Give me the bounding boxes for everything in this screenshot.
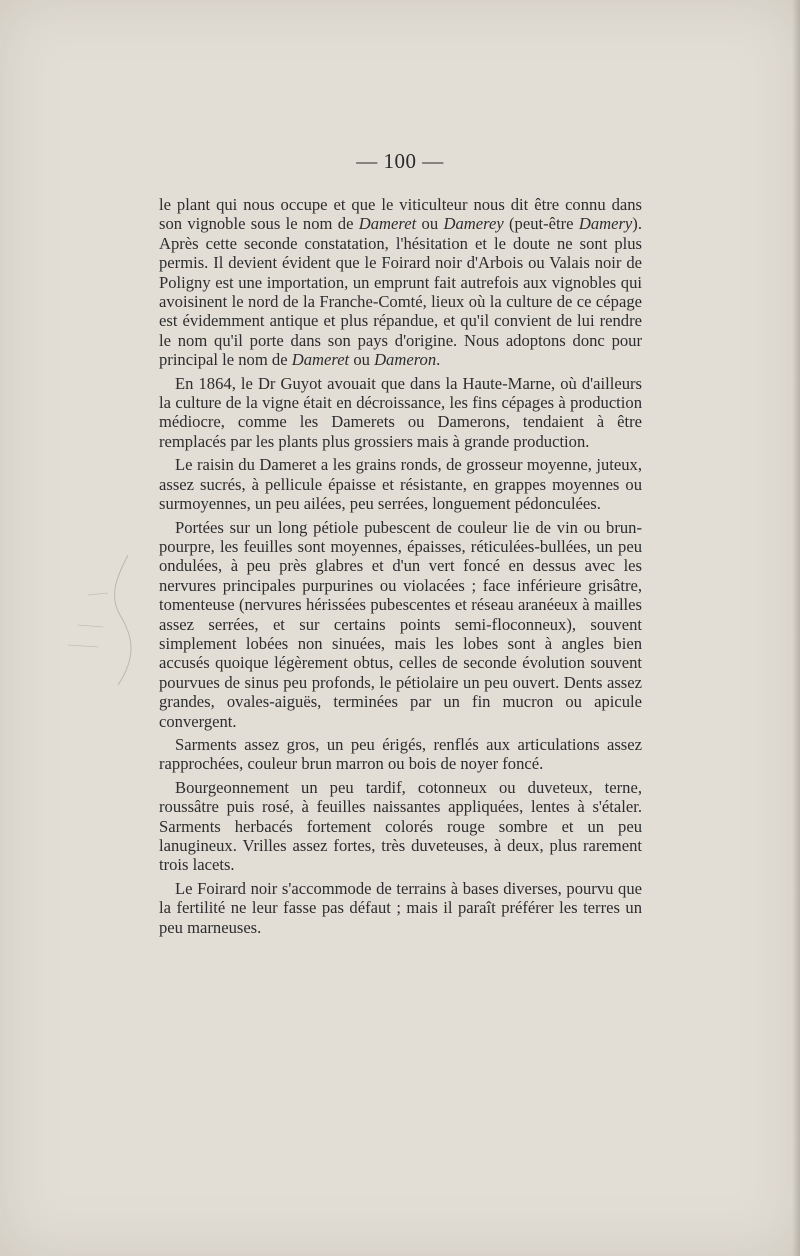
text-run: (peut-être xyxy=(503,214,579,234)
text-run: Le raisin du Dameret a les grains ronds, de grosseur moyenne, juteux, assez sucrés, à pellicule épaisse et résistante, en grappes moyennes ou surmoyennes, un peu ailées, peu serrées, longuement pédonculées. xyxy=(159,455,642,514)
text-run: Sarments assez gros, un peu érigés, renflés aux articulations assez rapprochées, couleur brun marron ou bois de noyer foncé. xyxy=(159,734,642,774)
body-text xyxy=(159,195,642,937)
italic-term: Dameron xyxy=(374,350,437,370)
page-edge-shadow xyxy=(792,0,800,1256)
text-run: ). Après cette seconde constatation, l'hésitation et le doute ne sont plus permis. Il devient évident que le Foirard noir d'Arbois ou Valais noir de Poligny est une importation, un emprunt fait autrefois aux vignobles qui avoisinent le nord de la Franche-Comté, lieux où la culture de ce cépage est évidemment antique et plus répandue, et qu'il convient de lui rendre le nom qu'il porte dans son pays d'origine. Nous adoptons donc pour principal le nom de xyxy=(159,214,642,370)
text-run: Bourgeonnement un peu tardif, cotonneux ou duveteux, terne, roussâtre puis rosé, à feuilles naissantes appliquées, lentes à s'étaler. Sarments herbacés fortement colorés rouge sombre et un peu lanugineux. Vrilles assez fortes, très duveteuses, à deux, plus rarement trois lacets. xyxy=(159,777,642,875)
text-run: En 1864, le Dr Guyot avouait que dans la Haute-Marne, où d'ailleurs la culture de la vigne était en décroissance, les fins cépages à production médiocre, comme les Damerets ou Damerons, tendaient à être remplacés par les plants plus grossiers mais à grande production. xyxy=(159,373,642,451)
italic-term: Dameret xyxy=(358,214,417,234)
paragraph-p3 xyxy=(159,455,642,513)
paragraph-p2 xyxy=(159,374,642,452)
paragraph-p5 xyxy=(159,735,642,774)
text-run: le plant qui nous occupe et que le viticulteur nous dit être connu dans son vignoble sous le nom de xyxy=(159,195,642,234)
italic-term: Damerey xyxy=(443,214,504,234)
paragraph-p1 xyxy=(159,195,642,370)
paragraph-p4 xyxy=(159,518,642,731)
page-number: — 100 — xyxy=(356,149,444,173)
text-run: Le Foirard noir s'accommode de terrains à bases diverses, pourvu que la fertilité ne leur fasse pas défaut ; mais il paraît préférer les terres un peu marneuses. xyxy=(159,878,642,937)
paragraph-p7 xyxy=(159,879,642,937)
paragraph-p6 xyxy=(159,778,642,875)
text-run: Portées sur un long pétiole pubescent de couleur lie de vin ou brun-pourpre, les feuilles sont moyennes, épaisses, réticulées-bullées, un peu ondulées, à peu près glabres et d'un vert foncé en dessus avec les nervures principales purpurines ou violacées ; face inférieure grisâtre, tomenteuse (nervures hérissées pubescentes et réseau aranéeux à mailles assez serrées, et sur certains points semi-floconneux), souvent simplement lobées non sinuées, mais les lobes sont à angles bien accusés quoique légèrement obtus, celles de seconde évolution souvent pourvues de sinus peu profonds, le pétiolaire un peu ouvert. Dents assez grandes, ovales-aiguës, terminées par un fin mucron ou apicule convergent. xyxy=(159,517,642,731)
italic-term: Damery xyxy=(578,214,633,234)
italic-term: Dameret xyxy=(291,350,350,370)
text-run: ou xyxy=(416,214,444,234)
text-run: . xyxy=(436,350,441,370)
text-run: ou xyxy=(349,350,375,370)
